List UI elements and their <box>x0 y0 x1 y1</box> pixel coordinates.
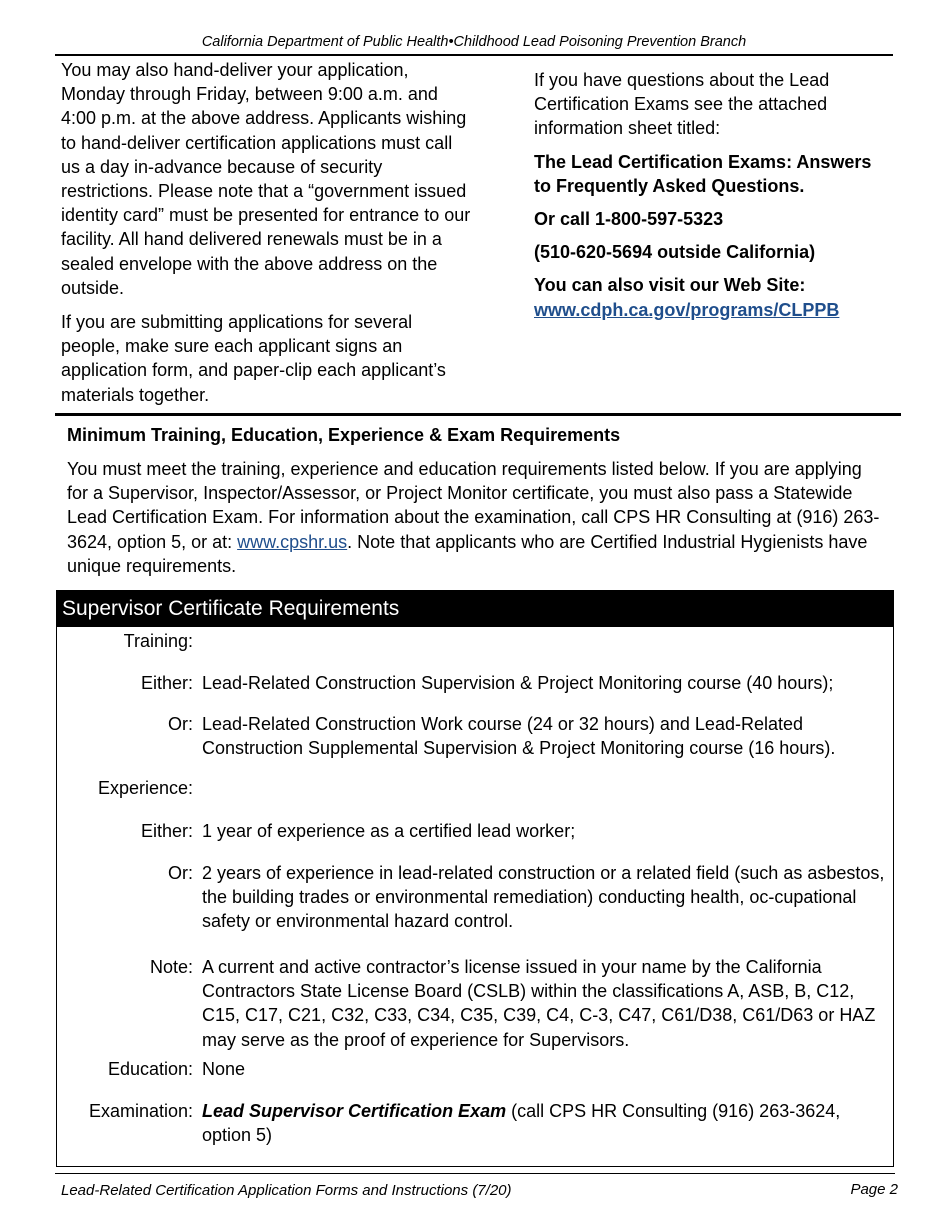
phone-outside-california: (510-620-5694 outside California) <box>534 242 816 263</box>
cpshr-link[interactable]: www.cpshr.us <box>237 531 348 552</box>
requirements-intro-text: You must meet the training, experience and education requirements listed below. If you are applying for a Supervisor, Inspector/Assessor, or Project Monitor certificate, you must also pass a Statewide Lead Certification Exam. For information about the examination, call CPS HR Consulting at (916) 263-3624, option 5, or at: <box>67 459 880 552</box>
education-text: None <box>202 1059 246 1079</box>
examination-text <box>202 1099 892 1147</box>
note-label: Note: <box>149 957 193 977</box>
note-text: A current and active contractor’s license issued in your name by the California Contractors State License Board (CSLB) within the classifications A, ASB, B, C12, C15, C17, C21, C32, C33, C34, C35, C39, C4, C-3, C47, C61/D38, C61/D63 or HAZ may serve as the proof of experience for Supervisors. <box>202 957 876 1050</box>
exam-contact: (call CPS HR Consulting (916) 263-3624, option 5) <box>202 1101 841 1146</box>
web-site-label: You can also visit our Web Site: <box>534 275 806 296</box>
questions-intro: If you have questions about the Lead Certification Exams see the attached information sheet titled: <box>534 70 830 139</box>
training-label: Training: <box>123 631 193 651</box>
training-or-label: Or: <box>168 714 193 734</box>
cdph-website-link[interactable]: www.cdph.ca.gov/programs/CLPPB <box>534 299 840 320</box>
header-org: California Department of Public Health <box>201 34 449 50</box>
section-divider <box>55 413 901 416</box>
header-branch: Childhood Lead Poisoning Prevention Branch <box>453 34 747 50</box>
training-or-text: Lead-Related Construction Work course (24 or 32 hours) and Lead-Related Construction Supplemental Supervision & Project Monitoring course (16 hours). <box>202 714 836 759</box>
header-divider <box>55 54 893 56</box>
experience-or-label: Or: <box>168 863 193 883</box>
phone-number: Or call 1-800-597-5323 <box>534 209 724 230</box>
exam-name: Lead Supervisor Certification Exam <box>202 1101 507 1121</box>
supervisor-box-title: Supervisor Certificate Requirements <box>57 591 893 627</box>
requirements-intro-tail: . Note that applicants who are Certified Industrial Hygienists have unique requirements. <box>67 531 868 576</box>
requirements-heading: Minimum Training, Education, Experience & Exam Requirements <box>67 425 621 445</box>
experience-either-label: Either: <box>140 821 193 841</box>
header-separator: • <box>448 34 454 50</box>
requirements-intro-paragraph <box>67 457 887 578</box>
footer-divider <box>55 1173 895 1174</box>
experience-label: Experience: <box>97 778 193 798</box>
supervisor-requirements-box <box>56 590 894 1167</box>
experience-or-text: 2 years of experience in lead-related construction or a related field (such as asbestos, the building trades or environmental remediation) conducting health, oc-cupational safety or environmental hazard control. <box>202 863 885 932</box>
training-either-text: Lead-Related Construction Supervision & Project Monitoring course (40 hours); <box>202 673 834 693</box>
footer-document-title: Lead-Related Certification Application Forms and Instructions (7/20) <box>61 1182 512 1199</box>
examination-label: Examination: <box>88 1101 193 1121</box>
training-either-label: Either: <box>140 673 193 693</box>
education-label: Education: <box>107 1059 193 1079</box>
web-site-block <box>534 273 884 321</box>
page-header <box>55 34 893 50</box>
info-sheet-title: The Lead Certification Exams: Answers to Frequently Asked Questions. <box>534 151 872 196</box>
left-column <box>61 58 476 417</box>
right-column <box>534 68 884 331</box>
hand-deliver-paragraph: You may also hand-deliver your application, Monday through Friday, between 9:00 a.m. and 4:00 p.m. at the above address. Applicants wishing to hand-deliver certification applications must call us a day in-advance because of security restrictions. Please note that a “government issued identity card” must be presented for entrance to our facility. All hand delivered renewals must be in a sealed envelope with the above address on the outside. <box>61 60 471 298</box>
multiple-applicants-paragraph: If you are submitting applications for several people, make sure each applicant signs an application form, and paper-clip each applicant’s materials together. <box>61 312 446 405</box>
experience-either-text: 1 year of experience as a certified lead worker; <box>202 821 576 841</box>
page-number: Page 2 <box>850 1181 898 1198</box>
